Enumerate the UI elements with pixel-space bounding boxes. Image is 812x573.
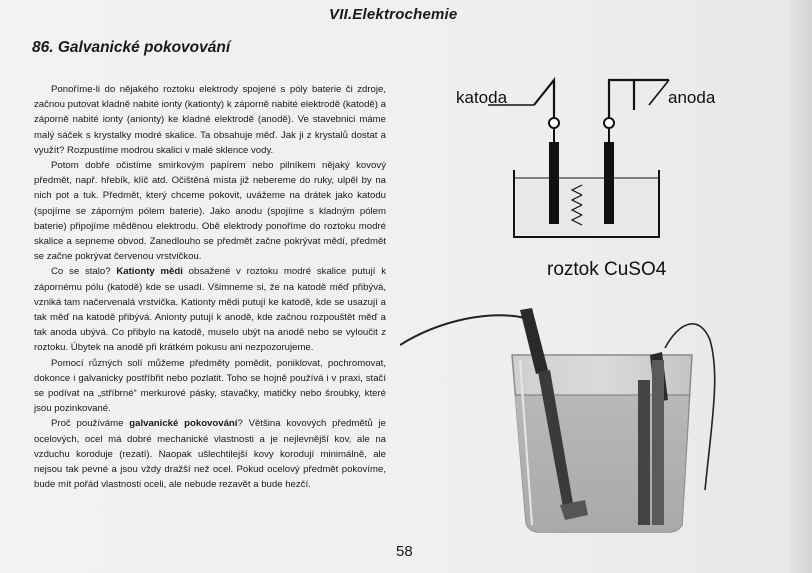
page-number: 58 — [396, 543, 413, 560]
paragraph-1 — [34, 82, 386, 158]
anode-wire — [609, 80, 634, 118]
cathode-wire — [534, 80, 554, 118]
paragraph-3-lead: Co se stalo? — [51, 266, 117, 278]
paragraph-2-text: Potom dobře očistíme smirkovým papírem nebo pilníkem nějaký kovový předmět, např. hřebík, klíč atd. Očištěná místa již nebereme do ruky, ulpěl by na nich pot a tuk. Předmět, který chceme pokovit, uvážeme na drátek jako katodu (spojíme se záporným pólem baterie). Jako anodu (spojíme s kladným pólem baterie) připojíme měděnou elektrodu. Obě elektrody ponoříme do roztoku modré skalice a sepneme obvod. Zanedlouho se předmět začne pokrývat mědí, předmět se začne pokrývat červenou vrstvičkou. — [34, 160, 386, 263]
paragraph-3-bold: Kationty mědi — [116, 266, 183, 278]
solution — [516, 180, 657, 235]
paragraph-5-lead: Proč používáme — [51, 418, 130, 430]
body-text — [34, 82, 386, 492]
paragraph-3 — [34, 264, 386, 355]
experiment-photo — [400, 300, 795, 545]
right-electrode-back — [652, 360, 664, 525]
paragraph-2 — [34, 158, 386, 264]
solution-label: roztok CuSO4 — [547, 259, 667, 280]
paragraph-5-bold: galvanické pokovování — [129, 418, 238, 430]
right-electrode — [638, 380, 650, 525]
paragraph-4 — [34, 356, 386, 417]
paragraph-1-text: Ponoříme-li do nějakého roztoku elektrody spojené s póly baterie či zdroje, začnou putovat kladně nabité ionty (kationty) k záporně nabité elektrodě (katodě) a záporně nabité ionty (anionty) ke kladné elektrodě (anodě). Ve stavebnici máme malý sáček s krystalky modré skalice. Ta obsahuje měď. Jak ji z krystalů dostat a využít? Rozpustíme modrou skalici v malé sklence vody. — [34, 84, 386, 156]
anode-label-line — [649, 80, 669, 105]
chapter-header: VII.Elektrochemie — [329, 6, 458, 23]
cathode-label: katoda — [456, 88, 508, 107]
section-title: 86. Galvanické pokovování — [32, 39, 231, 56]
photo-wire-left — [400, 315, 525, 345]
anode-label: anoda — [668, 88, 716, 107]
anode-connector — [604, 118, 614, 128]
electrolysis-diagram — [454, 70, 794, 285]
cathode-connector — [549, 118, 559, 128]
anode-electrode — [604, 142, 614, 224]
paragraph-5-text: ? Většina kovových předmětů je ocelových, ocel má dobré mechanické vlastnosti a je nejlevnější kov, ale na vzduchu koroduje (rezatí). Naopak ušlechtilejší kovy korodují minimálně, ale nejsou tak pevné a jsou vždy dražší než ocel. Pokud ocelový předmět pokovíme, bude mít pořád vlastnosti oceli, ale nebude rezavět a bude hezčí. — [34, 418, 386, 491]
paragraph-3-text: obsažené v roztoku modré skalice putují k zápornému pólu (katodě) kde se usadí. Všimneme si, že na katodě měď přibývá, vzniká tam načervenalá vrstvička. Kationty mědi putují ke katodě, kde se usazují a tak měď na katodě přibývá. Anionty putují k anodě, kde začnou rozpouštět měď a tak anoda ubývá. Co přibylo na katodě, muselo ubýt na anodě nebo se vyloučit z roztoku. Úbytek na anodě při krátkém pokusu ani nezpozorujeme. — [34, 266, 386, 354]
paragraph-4-text: Pomocí různých solí můžeme předměty pomědit, poniklovat, pochromovat, dokonce i galvanicky postříbřit nebo pozlatit. Toho se hojně používá i v praxi, stačí se podívat na „stříbrné“ merkurové pásky, stavačky, matičky nebo šroubky, které jsou pozinkované. — [34, 357, 386, 415]
paragraph-5 — [34, 416, 386, 492]
cathode-electrode — [549, 142, 559, 224]
